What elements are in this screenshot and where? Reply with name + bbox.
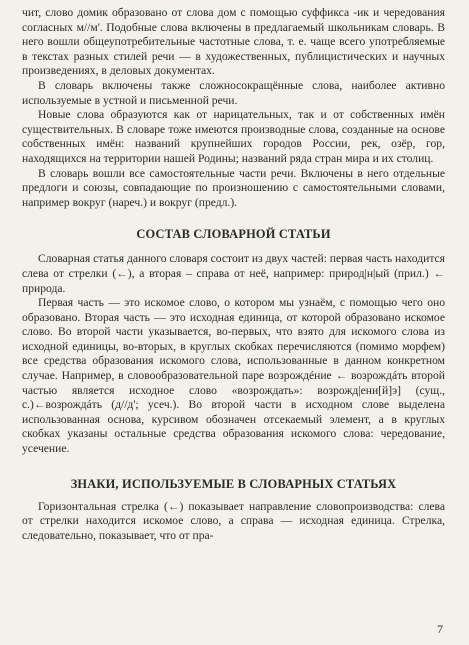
intro-paragraph-1: чит, слово домик образовано от слова дом с помощью суффикса -ик и чередования согласных м//м'. Подобные слова включены в предлагаемый школьникам словарь. В него вошли общеупотребительные частотные слова, т. е. чаще всего употребляемые в текстах разных стилей речи — в художественных, публицистических и научных произведениях, в деловых документах. xyxy=(22,6,445,78)
intro-paragraph-3: Новые слова образуются как от нарицательных, так и от собственных имён существительных. В словаре тоже имеются производные слова, созданные на основе собственных имён: названий крупнейших городов России, рек, озёр, гор, находящихся на территории нашей Родины; названий ряда стран мира и их столиц. xyxy=(22,108,445,165)
structure-paragraph-2: Первая часть — это искомое слово, о котором мы узнаём, с помощью чего оно образовано. Вторая часть — это исходная единица, от которой образовано искомое слово. Во второй части указывается, во-первых, что взято для искомого слова из исходной единицы, во-вторых, в круглых скобках перечисляются (помимо морфем) все средства образования искомого слова, использованные в данном конкретном случае. Например, в словообразовательной паре возрождéние ← возрождáть второй частью является исходное слово «возрождать»: возрожд|ени[й]э] (сущ., с.)←возрождáть (д//д'; усеч.). Во второй части в исходном слове выделена использованная основа, курсивом обозначен отсекаемый элемент, а в круглых скобках указаны остальные средства образования искомого слова: чередование, усечение. xyxy=(22,296,445,456)
structure-paragraph-1: Словарная статья данного словаря состоит из двух частей: первая часть находится слева от стрелки (←), а вторая – справа от неё, например: природ|н|ый (прил.) ← природа. xyxy=(22,252,445,295)
signs-paragraph-1: Горизонтальная стрелка (←) показывает направление словопроизводства: слева от стрелки находится искомое слово, а справа — исходная единица. Стрелка, следовательно, показывает, что от пра- xyxy=(22,499,445,542)
section-heading-signs: ЗНАКИ, ИСПОЛЬЗУЕМЫЕ В СЛОВАРНЫХ СТАТЬЯХ xyxy=(70,476,397,491)
page-number: 7 xyxy=(437,622,443,636)
section-heading-structure: СОСТАВ СЛОВАРНОЙ СТАТЬИ xyxy=(136,227,331,242)
intro-paragraph-4: В словарь вошли все самостоятельные части речи. Включены в него отдельные предлоги и союзы, совпадающие по произношению с самостоятельными словами, например вокруг (нареч.) и вокруг (предл.). xyxy=(22,166,445,209)
intro-paragraph-2: В словарь включены также сложносокращённые слова, наиболее активно используемые в устной и письменной речи. xyxy=(22,78,445,107)
